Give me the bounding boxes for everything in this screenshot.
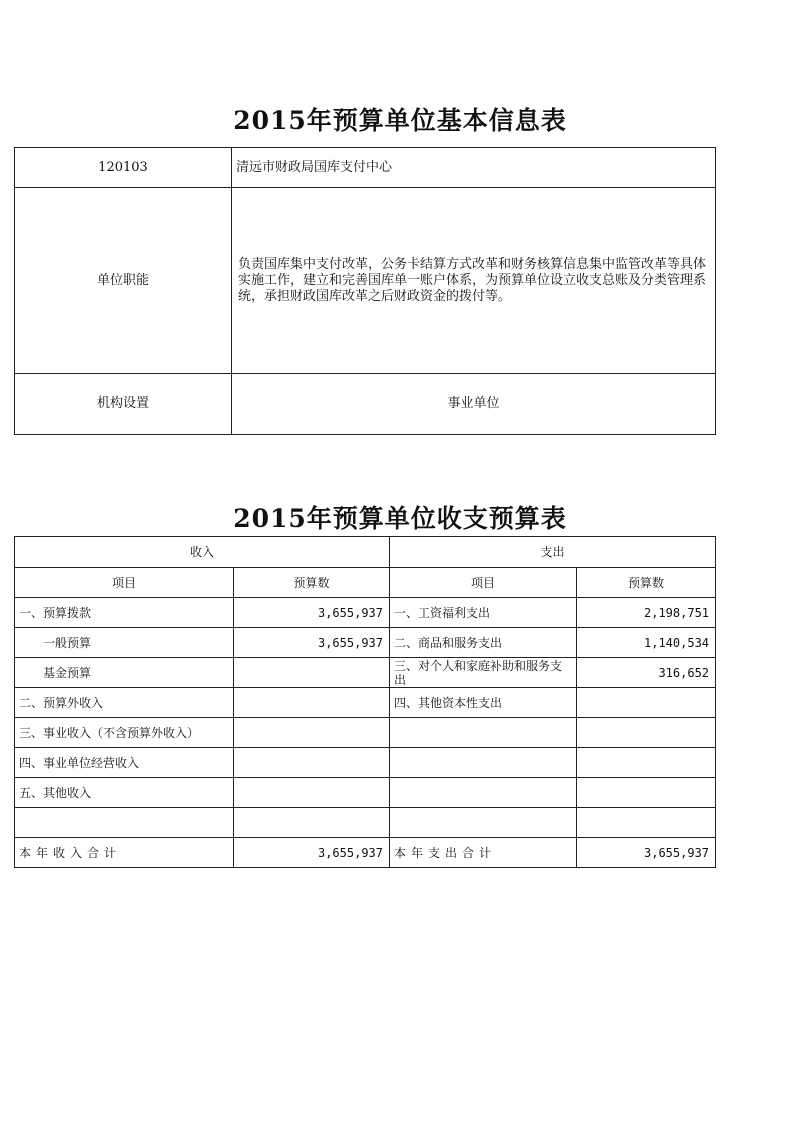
table-row [15, 628, 716, 658]
income-amount [234, 688, 390, 718]
income-amount [234, 718, 390, 748]
income-item: 三、事业收入（不含预算外收入） [15, 718, 234, 748]
expense-item [390, 718, 577, 748]
income-item: 一、预算拨款 [15, 598, 234, 628]
unit-name: 清远市财政局国库支付中心 [232, 148, 716, 188]
expense-amount: 316,652 [577, 658, 716, 688]
income-item: 五、其他收入 [15, 778, 234, 808]
info-table-title: 2015年预算单位基本信息表 [233, 106, 567, 135]
income-amount-header: 预算数 [234, 568, 390, 598]
expense-amount [577, 718, 716, 748]
income-amount [234, 748, 390, 778]
income-amount: 3,655,937 [234, 628, 390, 658]
expense-amount [577, 688, 716, 718]
table-row [15, 748, 716, 778]
table-row [15, 718, 716, 748]
expense-item [390, 778, 577, 808]
expense-amount: 2,198,751 [577, 598, 716, 628]
table-row [15, 688, 716, 718]
expense-item: 三、对个人和家庭补助和服务支出 [390, 658, 577, 688]
expense-amount [577, 748, 716, 778]
total-income-label: 本年收入合计 [15, 838, 234, 868]
income-amount [234, 808, 390, 838]
income-amount [234, 658, 390, 688]
duty-text: 负责国库集中支付改革，公务卡结算方式改革和财务核算信息集中监管改革等具体实施工作，建立和完善国库单一账户体系，为预算单位设立收支总账及分类管理系统，承担财政国库改革之后财政资金的拨付等。 [232, 188, 716, 374]
expense-header: 支出 [390, 537, 716, 568]
expense-item [390, 748, 577, 778]
income-item-header: 项目 [15, 568, 234, 598]
expense-item [390, 808, 577, 838]
total-row [15, 838, 716, 868]
table-row [15, 808, 716, 838]
expense-amount: 1,140,534 [577, 628, 716, 658]
unit-code: 120103 [15, 148, 232, 188]
duty-label: 单位职能 [15, 188, 232, 374]
income-item: 一般预算 [15, 628, 234, 658]
total-expense-label: 本年支出合计 [390, 838, 577, 868]
expense-item: 二、商品和服务支出 [390, 628, 577, 658]
expense-item-header: 项目 [390, 568, 577, 598]
table-row [15, 658, 716, 688]
basic-info-table [14, 147, 716, 435]
expense-item: 一、工资福利支出 [390, 598, 577, 628]
income-header: 收入 [15, 537, 390, 568]
table-row [15, 598, 716, 628]
table-row [15, 778, 716, 808]
budget-table-title: 2015年预算单位收支预算表 [233, 504, 567, 533]
expense-amount-header: 预算数 [577, 568, 716, 598]
income-item [15, 808, 234, 838]
expense-amount [577, 778, 716, 808]
income-amount: 3,655,937 [234, 598, 390, 628]
income-item: 四、事业单位经营收入 [15, 748, 234, 778]
income-amount [234, 778, 390, 808]
org-label: 机构设置 [15, 374, 232, 435]
expense-item: 四、其他资本性支出 [390, 688, 577, 718]
income-item: 二、预算外收入 [15, 688, 234, 718]
total-expense-amount: 3,655,937 [577, 838, 716, 868]
org-value: 事业单位 [232, 374, 716, 435]
total-income-amount: 3,655,937 [234, 838, 390, 868]
expense-amount [577, 808, 716, 838]
budget-table [14, 536, 716, 868]
income-item: 基金预算 [15, 658, 234, 688]
